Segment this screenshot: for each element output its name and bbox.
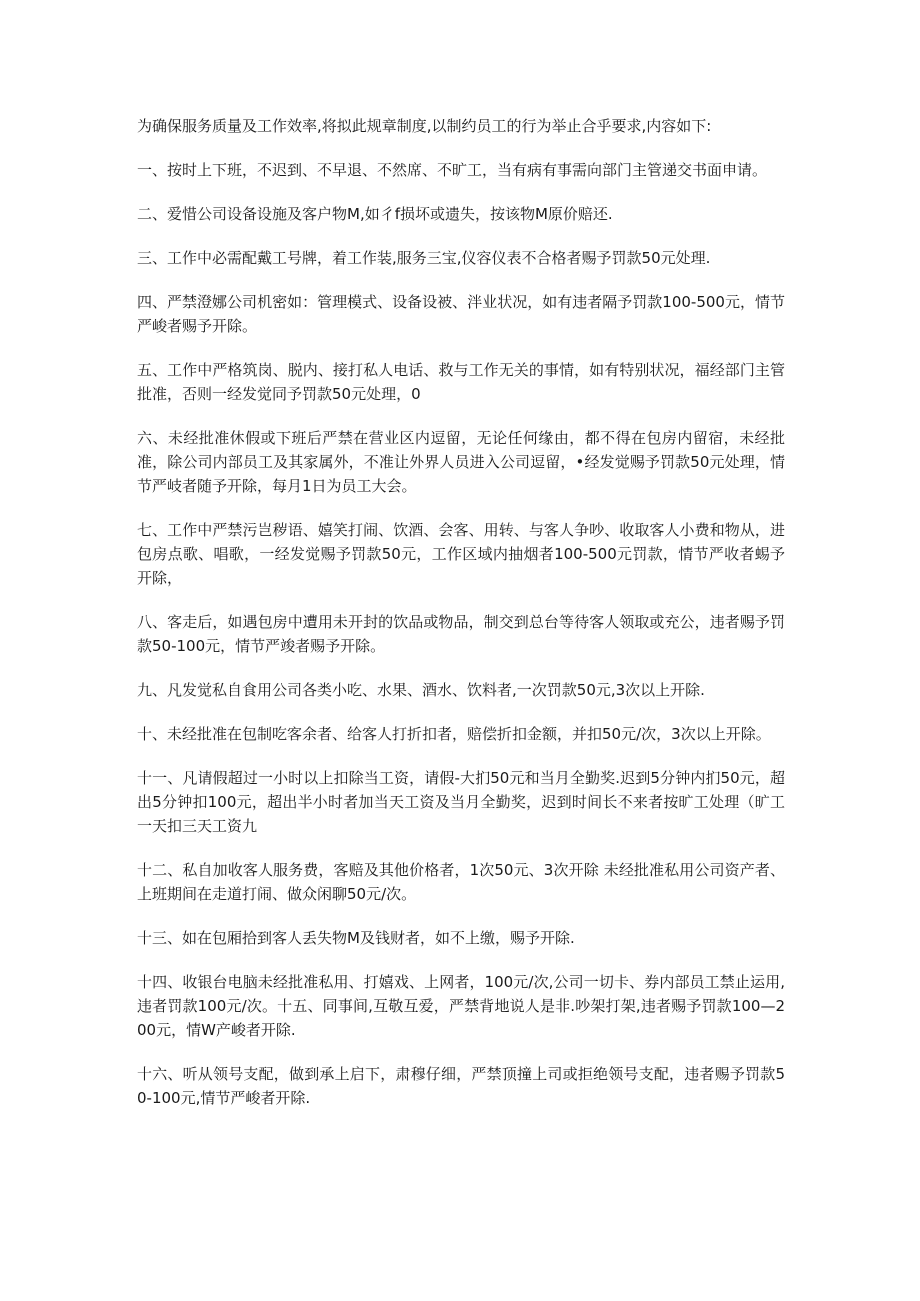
rule-7: 七、工作中严禁污岂秽语、嬉笑打闹、饮酒、会客、用转、与客人争吵、收取客人小费和物从，进包房点歌、唱歌，一经发觉赐予罚款50元，工作区域内抽烟者100-500元罚款，情节严收者蜴予开除，	[137, 521, 785, 587]
rule-2: 二、爱惜公司设备设施及客户物M,如彳f损坏或遗失，按该物M原价赔还.	[137, 205, 613, 223]
rule-12: 十二、私自加收客人服务费，客赔及其他价格者，1次50元、3次开除 未经批准私用公司资产者、上班期间在走道打闹、做众闲聊50元/次。	[137, 861, 785, 903]
rule-1: 一、按时上下班，不迟到、不早退、不然席、不旷工，当有病有事需向部门主管递交书面申请。	[137, 161, 768, 179]
rule-4: 四、严禁澄娜公司机密如：管理模式、设备设被、泮业状况，如有违者隔予罚款100-500元，情节严峻者赐予开除。	[137, 293, 785, 335]
rule-3: 三、工作中必需配戴工号牌，着工作装,服务三宝,仪容仪表不合格者赐予罚款50元处理.	[137, 249, 711, 267]
document-body	[137, 114, 785, 1130]
rule-6: 六、未经批准休假或下班后严禁在营业区内逗留，无论任何缘由，都不得在包房内留宿，未经批准，除公司内部员工及其家属外，不准让外界人员进入公司逗留，•经发觉赐予罚款50元处理，情节严岐者随予开除，每月1日为员工大会。	[137, 429, 785, 495]
rule-5: 五、工作中严格筑岗、脱内、接打私人电话、救与工作无关的事情，如有特别状况，福经部门主管批准，否则一经发觉同予罚款50元处理，0	[137, 361, 785, 403]
rule-13: 十三、如在包厢拾到客人丢失物M及钱财者，如不上缴，赐予开除.	[137, 929, 575, 947]
rule-8: 八、客走后，如遇包房中遭用未开封的饮品或物品，制交到总台等待客人领取或充公，违者赐予罚款50-100元，情节严竣者赐予开除。	[137, 613, 785, 655]
rule-11: 十一、凡请假超过一小时以上扣除当工资，请假-大扪50元和当月全勤奖.迟到5分钟内扪50元，超出5分钟扣100元，超出半小时者加当天工资及当月全勤奖，迟到时间长不来者按旷工处理（旷工一天扣三天工资九	[137, 769, 785, 835]
rule-10: 十、未经批准在包制吃客余者、给客人打折扣者，赔偿折扣金额，并扣50元/次，3次以上开除。	[137, 725, 771, 743]
rule-16: 十六、听从领号支配，做到承上启下，肃穆仔细，严禁顶撞上司或拒绝领号支配，违者赐予罚款50-100元,情节严峻者开除.	[137, 1065, 785, 1107]
rule-9: 九、凡发觉私自食用公司各类小吃、水果、酒水、饮料者,一次罚款50元,3次以上开除.	[137, 681, 705, 699]
rule-14-15: 十四、收银台电脑未经批准私用、打嬉戏、上网者，100元/次,公司一切卡、券内部员工禁止运用,违者罚款100元/次。十五、同事间,互敬互爱，严禁背地说人是非.吵架打架,违者赐予罚款100—200元，情W产峻者开除.	[137, 973, 785, 1039]
intro-paragraph: 为确保服务质量及工作效率,将拟此规章制度,以制约员工的行为举止合乎要求,内容如下:	[137, 117, 712, 135]
